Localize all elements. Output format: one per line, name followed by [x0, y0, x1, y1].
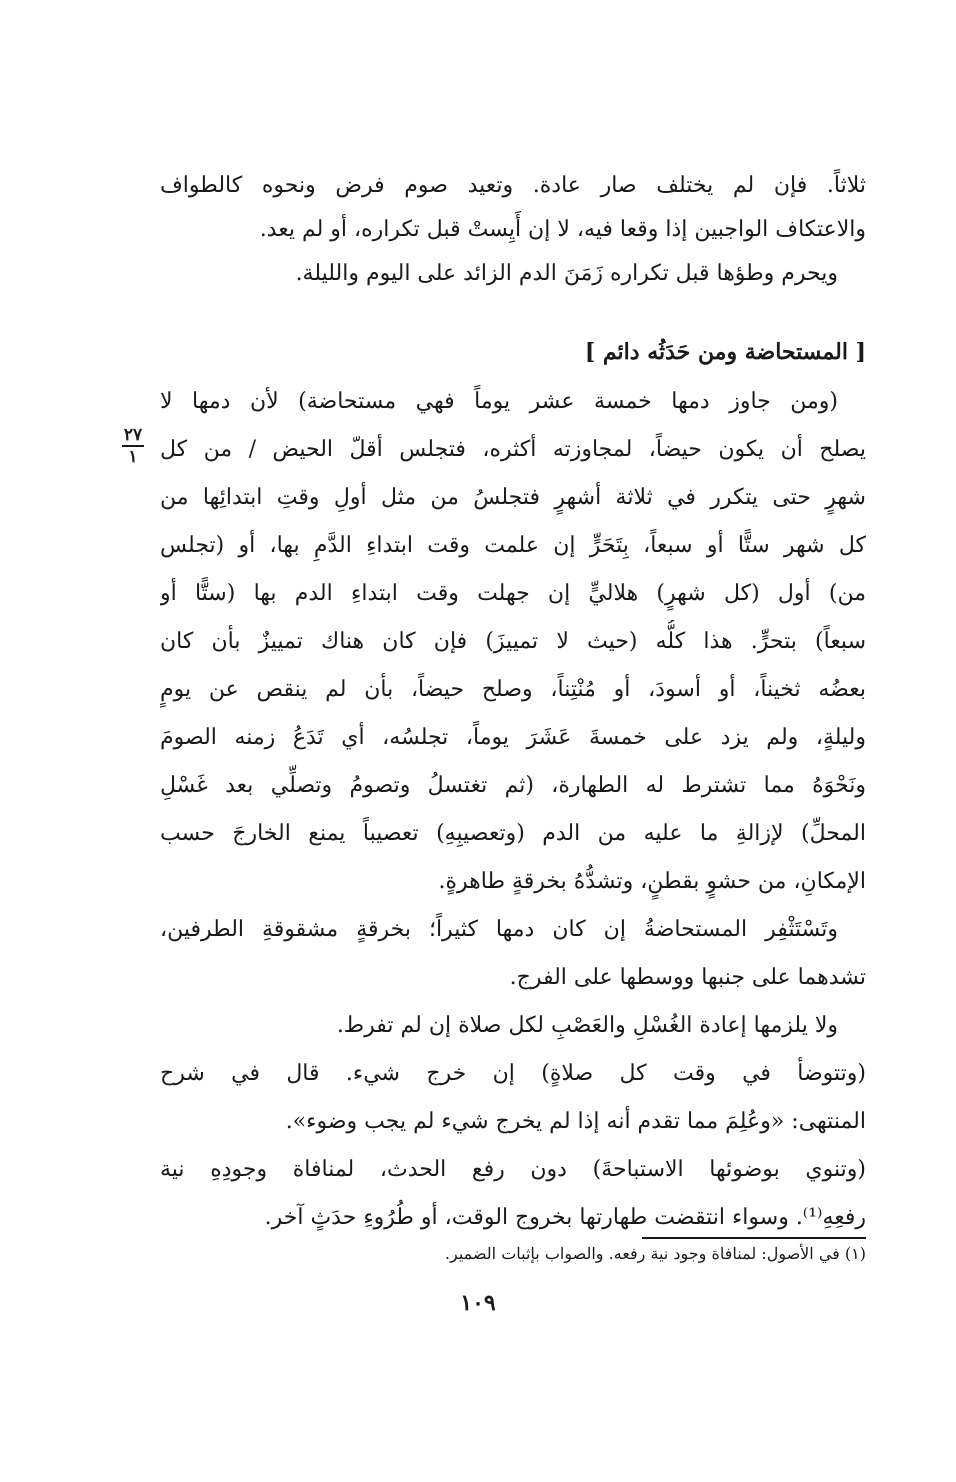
footnote-divider	[642, 1237, 866, 1239]
text-line: سبعاً) بتحرٍّ. هذا كلُّه (حيث لا تمييزَ) فإن كان هناك تمييزٌ بأن كان	[160, 629, 866, 654]
text-line: ونَحْوَهُ مما تشترط له الطهارة، (ثم تغتسلُ وتصومُ وتصلِّي بعد غَسْلِ	[160, 773, 866, 798]
text-line: رفعِهِ⁽¹⁾. وسواء انتقضت طهارتها بخروج الوقت، أو طُرُوءِ حدَثٍ آخر.	[264, 1205, 866, 1230]
text-line: ثلاثاً. فإن لم يختلف صار عادة. وتعيد صوم فرض ونحوه كالطواف	[160, 173, 866, 198]
text-line: (وتتوضأ في وقت كل صلاةٍ) إن خرج شيء. قال في شرح	[160, 1061, 866, 1086]
text-line: (ومن جاوز دمها خمسة عشر يوماً فهي مستحاضة) لأن دمها لا	[160, 389, 838, 414]
text-line: المنتهى: «وعُلِمَ مما تقدم أنه إذا لم يخرج شيء لم يجب وضوء».	[285, 1109, 866, 1134]
manuscript-page-marker	[118, 426, 148, 466]
text-line: بعضُه ثخيناً، أو أسودَ، أو مُنْتِناً، وصلح حيضاً، بأن لم ينقص عن يومٍ	[160, 677, 866, 702]
marker-side: ١	[128, 447, 138, 467]
text-line: والاعتكاف الواجبين إذا وقعا فيه، لا إن أَيِستْ قبل تكراره، أو لم يعد.	[259, 217, 866, 242]
text-line: تشدهما على جنبها ووسطها على الفرج.	[509, 965, 866, 990]
section-heading: [ المستحاضة ومن حَدَثُه دائم ]	[584, 339, 866, 365]
marker-folio: ٢٧	[123, 425, 143, 445]
text-line: المحلِّ) لإزالةِ ما عليه من الدم (وتعصيبِهِ) تعصيباً يمنع الخارجَ حسب	[160, 821, 866, 846]
text-line: وليلةٍ، ولم يزد على خمسةَ عَشَرَ يوماً، تجلسُه، أي تَدَعُ زمنه الصومَ	[160, 725, 866, 750]
text-line: يصلح أن يكون حيضاً، لمجاوزته أكثره، فتجلس أقلّ الحيض / من كل	[160, 437, 866, 462]
text-line: شهرٍ حتى يتكرر في ثلاثة أشهرٍ فتجلسُ من مثل أولِ وقتِ ابتدائِها من	[160, 485, 866, 510]
text-line: (وتنوي بوضوئها الاستباحةَ) دون رفع الحدث، لمنافاة وجودِهِ نية	[160, 1157, 866, 1182]
text-line: كل شهر ستًّا أو سبعاً، بِتَحَرٍّ إن علمت وقت ابتداءِ الدَّمِ بها، أو (تجلس	[160, 533, 866, 558]
footnote: (١) في الأصول: لمنافاة وجود نية رفعه. والصواب بإثبات الضمير.	[444, 1244, 866, 1263]
text-line: الإمكانِ، من حشوٍ بقطنٍ، وتشدُّهُ بخرقةٍ طاهرةٍ.	[438, 869, 866, 894]
page-number: ١٠٩	[460, 1290, 496, 1316]
text-line: وتَسْتَثْفِر المستحاضةُ إن كان دمها كثيراً؛ بخرقةٍ مشقوقةِ الطرفين،	[160, 917, 838, 942]
text-line: ويحرم وطؤها قبل تكراره زَمَنَ الدم الزائد على اليوم والليلة.	[295, 261, 838, 286]
text-line: من) أول (كل شهرٍ) هلاليٍّ إن جهلت وقت ابتداءِ الدم بها (ستًّا أو	[160, 581, 866, 606]
text-line: ولا يلزمها إعادة الغُسْلِ والعَصْبِ لكل صلاة إن لم تفرط.	[336, 1013, 838, 1038]
